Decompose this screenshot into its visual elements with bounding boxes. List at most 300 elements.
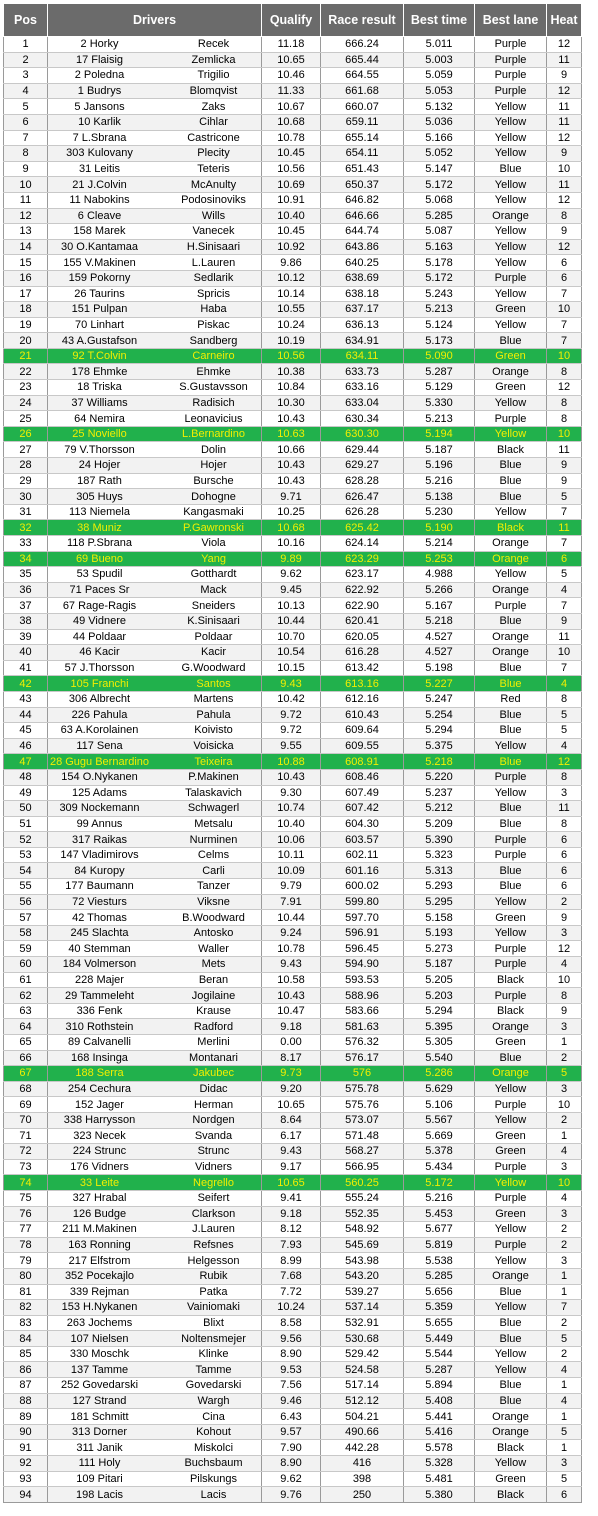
drivers-cell: [48, 894, 262, 910]
driver-one: 57 J.Thorsson: [64, 662, 135, 675]
drivers-cell: [48, 1331, 262, 1347]
driver-one: 2 Horky: [80, 38, 119, 51]
best-lane-cell: Blue: [475, 863, 547, 879]
heat-cell: 1: [547, 1128, 582, 1144]
best-lane-cell: Green: [475, 1035, 547, 1051]
heat-cell: 9: [547, 613, 582, 629]
race-result-cell: 630.34: [321, 411, 404, 427]
pos-cell: 69: [4, 1097, 48, 1113]
drivers-cell: [48, 130, 262, 146]
qualify-cell: 9.73: [262, 1066, 321, 1082]
drivers-cell: [48, 1128, 262, 1144]
best-lane-cell: Purple: [475, 37, 547, 53]
driver-two: Yang: [201, 552, 226, 565]
heat-cell: 8: [547, 364, 582, 380]
driver-two: Miskolci: [193, 1441, 234, 1454]
best-time-cell: 5.294: [404, 723, 475, 739]
table-row: [4, 691, 582, 707]
best-time-cell: 5.203: [404, 988, 475, 1004]
best-time-cell: 5.578: [404, 1440, 475, 1456]
table-row: [4, 473, 582, 489]
qualify-cell: 10.43: [262, 411, 321, 427]
table-row: [4, 380, 582, 396]
driver-one: 99 Annus: [76, 817, 123, 830]
driver-two: Radford: [193, 1020, 234, 1033]
driver-one: 187 Rath: [77, 474, 122, 487]
race-result-cell: 665.44: [321, 52, 404, 68]
qualify-cell: 10.40: [262, 208, 321, 224]
best-lane-cell: Orange: [475, 582, 547, 598]
driver-two: L.Lauren: [191, 256, 236, 269]
race-result-cell: 581.63: [321, 1019, 404, 1035]
qualify-cell: 10.56: [262, 161, 321, 177]
drivers-cell: [48, 645, 262, 661]
qualify-cell: 8.12: [262, 1222, 321, 1238]
pos-cell: 72: [4, 1144, 48, 1160]
drivers-cell: [48, 629, 262, 645]
driver-two: Clarkson: [191, 1207, 236, 1220]
race-result-cell: 651.43: [321, 161, 404, 177]
best-time-cell: 5.294: [404, 1003, 475, 1019]
best-time-cell: 5.163: [404, 239, 475, 255]
qualify-cell: 10.66: [262, 442, 321, 458]
driver-two: Beran: [198, 973, 229, 986]
heat-cell: 1: [547, 1440, 582, 1456]
driver-two: Refsnes: [193, 1239, 234, 1252]
qualify-cell: 10.13: [262, 598, 321, 614]
heat-cell: 6: [547, 832, 582, 848]
table-row: [4, 504, 582, 520]
race-result-cell: 600.02: [321, 879, 404, 895]
qualify-cell: 9.56: [262, 1331, 321, 1347]
pos-cell: 56: [4, 894, 48, 910]
driver-one: 228 Majer: [75, 973, 124, 986]
driver-two: Schwagerl: [187, 802, 240, 815]
heat-cell: 10: [547, 1175, 582, 1191]
driver-two: Seifert: [197, 1192, 230, 1205]
table-row: [4, 1300, 582, 1316]
table-row: [4, 1144, 582, 1160]
heat-cell: 11: [547, 442, 582, 458]
best-lane-cell: Blue: [475, 1284, 547, 1300]
driver-one: 10 Karlik: [78, 116, 121, 129]
race-result-cell: 624.14: [321, 536, 404, 552]
qualify-cell: 10.68: [262, 520, 321, 536]
best-lane-cell: Green: [475, 1128, 547, 1144]
race-result-cell: 555.24: [321, 1190, 404, 1206]
driver-two: Lacis: [200, 1488, 227, 1501]
heat-cell: 3: [547, 1206, 582, 1222]
best-time-cell: 5.053: [404, 83, 475, 99]
best-lane-cell: Yellow: [475, 567, 547, 583]
best-time-cell: 4.527: [404, 645, 475, 661]
heat-cell: 10: [547, 426, 582, 442]
table-row: [4, 707, 582, 723]
best-time-cell: 5.359: [404, 1300, 475, 1316]
drivers-cell: [48, 957, 262, 973]
table-row: [4, 37, 582, 53]
pos-cell: 37: [4, 598, 48, 614]
driver-two: Recek: [197, 38, 230, 51]
driver-two: Tamme: [195, 1363, 232, 1376]
header-qualify: Qualify: [262, 4, 321, 37]
best-lane-cell: Purple: [475, 598, 547, 614]
table-row: [4, 847, 582, 863]
table-row: [4, 317, 582, 333]
pos-cell: 26: [4, 426, 48, 442]
driver-one: 67 Rage-Ragis: [62, 599, 137, 612]
drivers-cell: [48, 83, 262, 99]
qualify-cell: 10.12: [262, 270, 321, 286]
table-row: [4, 816, 582, 832]
heat-cell: 5: [547, 723, 582, 739]
driver-two: S.Gustavsson: [179, 381, 248, 394]
table-row: [4, 567, 582, 583]
race-result-cell: 607.49: [321, 785, 404, 801]
best-lane-cell: Yellow: [475, 239, 547, 255]
heat-cell: 12: [547, 37, 582, 53]
race-result-cell: 539.27: [321, 1284, 404, 1300]
pos-cell: 11: [4, 192, 48, 208]
table-row: [4, 68, 582, 84]
drivers-cell: [48, 738, 262, 754]
driver-one: 153 H.Nykanen: [61, 1301, 138, 1314]
pos-cell: 35: [4, 567, 48, 583]
heat-cell: 12: [547, 192, 582, 208]
race-result-cell: 620.05: [321, 629, 404, 645]
drivers-cell: [48, 1300, 262, 1316]
best-time-cell: 5.158: [404, 910, 475, 926]
best-lane-cell: Yellow: [475, 224, 547, 240]
table-row: [4, 130, 582, 146]
header-drivers: Drivers: [48, 4, 262, 37]
heat-cell: 9: [547, 68, 582, 84]
table-row: [4, 879, 582, 895]
qualify-cell: 7.68: [262, 1268, 321, 1284]
pos-cell: 91: [4, 1440, 48, 1456]
best-time-cell: 5.196: [404, 458, 475, 474]
pos-cell: 42: [4, 676, 48, 692]
heat-cell: 5: [547, 1066, 582, 1082]
heat-cell: 4: [547, 1393, 582, 1409]
pos-cell: 25: [4, 411, 48, 427]
driver-two: Teteris: [197, 163, 230, 176]
table-row-highlighted: [4, 676, 582, 692]
qualify-cell: 10.42: [262, 691, 321, 707]
best-time-cell: 5.273: [404, 941, 475, 957]
race-result-cell: 566.95: [321, 1159, 404, 1175]
qualify-cell: 9.76: [262, 1487, 321, 1503]
results-body: [4, 37, 582, 1503]
race-result-cell: 609.55: [321, 738, 404, 754]
best-time-cell: 5.214: [404, 536, 475, 552]
driver-two: Antosko: [193, 927, 234, 940]
table-row: [4, 832, 582, 848]
race-result-cell: 545.69: [321, 1237, 404, 1253]
best-time-cell: 5.328: [404, 1456, 475, 1472]
driver-one: 127 Strand: [72, 1394, 127, 1407]
best-lane-cell: Blue: [475, 1331, 547, 1347]
race-result-cell: 532.91: [321, 1315, 404, 1331]
best-lane-cell: Blue: [475, 754, 547, 770]
best-lane-cell: Orange: [475, 1019, 547, 1035]
driver-one: 352 Pocekajlo: [64, 1270, 135, 1283]
best-lane-cell: Yellow: [475, 1112, 547, 1128]
best-time-cell: 5.218: [404, 613, 475, 629]
drivers-cell: [48, 286, 262, 302]
table-row: [4, 1206, 582, 1222]
best-time-cell: 5.287: [404, 364, 475, 380]
heat-cell: 11: [547, 801, 582, 817]
qualify-cell: 9.17: [262, 1159, 321, 1175]
drivers-cell: [48, 114, 262, 130]
race-result-cell: 650.37: [321, 177, 404, 193]
drivers-cell: [48, 551, 262, 567]
best-time-cell: 5.375: [404, 738, 475, 754]
heat-cell: 5: [547, 489, 582, 505]
heat-cell: 11: [547, 177, 582, 193]
drivers-cell: [48, 504, 262, 520]
race-result-cell: 596.45: [321, 941, 404, 957]
qualify-cell: 9.18: [262, 1019, 321, 1035]
drivers-cell: [48, 520, 262, 536]
heat-cell: 10: [547, 1097, 582, 1113]
driver-one: 338 Harrysson: [63, 1114, 136, 1127]
best-time-cell: 5.124: [404, 317, 475, 333]
drivers-cell: [48, 348, 262, 364]
driver-one: 70 Linhart: [75, 318, 124, 331]
heat-cell: 8: [547, 395, 582, 411]
race-result-cell: 636.13: [321, 317, 404, 333]
drivers-cell: [48, 1253, 262, 1269]
best-time-cell: 5.629: [404, 1081, 475, 1097]
pos-cell: 63: [4, 1003, 48, 1019]
table-row: [4, 1409, 582, 1425]
pos-cell: 60: [4, 957, 48, 973]
race-result-cell: 629.44: [321, 442, 404, 458]
driver-one: 306 Albrecht: [68, 693, 131, 706]
best-lane-cell: Blue: [475, 1315, 547, 1331]
table-row: [4, 1331, 582, 1347]
best-lane-cell: Orange: [475, 645, 547, 661]
pos-cell: 9: [4, 161, 48, 177]
driver-one: 226 Pahula: [71, 708, 128, 721]
best-time-cell: 5.172: [404, 270, 475, 286]
drivers-cell: [48, 239, 262, 255]
driver-one: 46 Kacir: [79, 646, 120, 659]
best-lane-cell: Black: [475, 520, 547, 536]
driver-one: 49 Vidnere: [72, 615, 126, 628]
driver-one: 107 Nielsen: [70, 1332, 129, 1345]
qualify-cell: 9.79: [262, 879, 321, 895]
driver-one: 305 Huys: [76, 490, 123, 503]
best-time-cell: 5.003: [404, 52, 475, 68]
qualify-cell: 10.43: [262, 458, 321, 474]
race-result-cell: 576.32: [321, 1035, 404, 1051]
heat-cell: 3: [547, 1159, 582, 1175]
table-row: [4, 333, 582, 349]
qualify-cell: 10.11: [262, 847, 321, 863]
heat-cell: 9: [547, 458, 582, 474]
best-lane-cell: Yellow: [475, 99, 547, 115]
qualify-cell: 7.90: [262, 1440, 321, 1456]
drivers-cell: [48, 1144, 262, 1160]
driver-one: 44 Poldaar: [72, 630, 127, 643]
heat-cell: 11: [547, 52, 582, 68]
driver-two: Dolin: [200, 443, 227, 456]
drivers-cell: [48, 1315, 262, 1331]
table-row: [4, 1393, 582, 1409]
pos-cell: 21: [4, 348, 48, 364]
heat-cell: 7: [547, 536, 582, 552]
driver-two: Zemlicka: [191, 53, 236, 66]
qualify-cell: 9.72: [262, 723, 321, 739]
heat-cell: 5: [547, 1331, 582, 1347]
driver-two: Spricis: [196, 287, 230, 300]
driver-two: Pahula: [196, 708, 231, 721]
table-row: [4, 1440, 582, 1456]
best-lane-cell: Yellow: [475, 317, 547, 333]
pos-cell: 68: [4, 1081, 48, 1097]
best-lane-cell: Green: [475, 910, 547, 926]
race-result-cell: 633.04: [321, 395, 404, 411]
header-race-result: Race result: [321, 4, 404, 37]
driver-two: Nordgen: [192, 1114, 235, 1127]
pos-cell: 59: [4, 941, 48, 957]
pos-cell: 23: [4, 380, 48, 396]
heat-cell: 9: [547, 146, 582, 162]
driver-two: Helgesson: [187, 1254, 240, 1267]
best-lane-cell: Orange: [475, 364, 547, 380]
table-row: [4, 1081, 582, 1097]
race-result-cell: 664.55: [321, 68, 404, 84]
drivers-cell: [48, 536, 262, 552]
best-time-cell: 5.011: [404, 37, 475, 53]
best-time-cell: 5.218: [404, 754, 475, 770]
pos-cell: 15: [4, 255, 48, 271]
drivers-cell: [48, 1081, 262, 1097]
best-time-cell: 5.227: [404, 676, 475, 692]
best-time-cell: 5.286: [404, 1066, 475, 1082]
best-lane-cell: Yellow: [475, 738, 547, 754]
best-lane-cell: Purple: [475, 270, 547, 286]
race-result-cell: 625.42: [321, 520, 404, 536]
drivers-cell: [48, 1206, 262, 1222]
race-result-cell: 607.42: [321, 801, 404, 817]
table-row: [4, 146, 582, 162]
drivers-cell: [48, 302, 262, 318]
heat-cell: 11: [547, 99, 582, 115]
qualify-cell: 9.55: [262, 738, 321, 754]
race-result-cell: 552.35: [321, 1206, 404, 1222]
driver-one: 327 Hrabal: [72, 1192, 127, 1205]
race-result-cell: 634.11: [321, 348, 404, 364]
best-time-cell: 5.212: [404, 801, 475, 817]
table-row: [4, 1315, 582, 1331]
table-row: [4, 925, 582, 941]
qualify-cell: 10.55: [262, 302, 321, 318]
race-result-cell: 623.29: [321, 551, 404, 567]
driver-one: 29 Tammeleht: [65, 989, 134, 1002]
best-lane-cell: Yellow: [475, 925, 547, 941]
qualify-cell: 10.09: [262, 863, 321, 879]
driver-two: Buchsbaum: [184, 1457, 243, 1470]
race-result-cell: 601.16: [321, 863, 404, 879]
heat-cell: 8: [547, 691, 582, 707]
heat-cell: 1: [547, 1268, 582, 1284]
pos-cell: 20: [4, 333, 48, 349]
table-row: [4, 1424, 582, 1440]
driver-two: Celms: [197, 849, 230, 862]
table-row: [4, 192, 582, 208]
best-lane-cell: Orange: [475, 629, 547, 645]
drivers-cell: [48, 1409, 262, 1425]
drivers-cell: [48, 910, 262, 926]
best-time-cell: 5.187: [404, 442, 475, 458]
best-lane-cell: Green: [475, 302, 547, 318]
driver-one: 217 Elfstrom: [68, 1254, 131, 1267]
pos-cell: 49: [4, 785, 48, 801]
best-lane-cell: Yellow: [475, 395, 547, 411]
heat-cell: 6: [547, 551, 582, 567]
table-row: [4, 801, 582, 817]
heat-cell: 12: [547, 83, 582, 99]
qualify-cell: 10.38: [262, 364, 321, 380]
heat-cell: 6: [547, 847, 582, 863]
heat-cell: 4: [547, 1190, 582, 1206]
table-row-highlighted: [4, 1066, 582, 1082]
best-lane-cell: Blue: [475, 161, 547, 177]
pos-cell: 1: [4, 37, 48, 53]
best-lane-cell: Yellow: [475, 504, 547, 520]
best-lane-cell: Yellow: [475, 1456, 547, 1472]
best-time-cell: 5.434: [404, 1159, 475, 1175]
drivers-cell: [48, 613, 262, 629]
drivers-cell: [48, 1112, 262, 1128]
table-row: [4, 723, 582, 739]
table-row: [4, 442, 582, 458]
best-lane-cell: Black: [475, 442, 547, 458]
qualify-cell: 8.64: [262, 1112, 321, 1128]
driver-two: B.Woodward: [182, 911, 245, 924]
heat-cell: 9: [547, 1003, 582, 1019]
driver-two: H.Sinisaari: [186, 241, 241, 254]
results-table-container: [3, 3, 582, 1503]
driver-one: 254 Cechura: [68, 1083, 131, 1096]
drivers-cell: [48, 1284, 262, 1300]
heat-cell: 3: [547, 1081, 582, 1097]
table-row: [4, 458, 582, 474]
driver-two: Svanda: [194, 1129, 233, 1142]
table-row: [4, 645, 582, 661]
best-time-cell: 5.194: [404, 426, 475, 442]
qualify-cell: 10.74: [262, 801, 321, 817]
table-row: [4, 582, 582, 598]
qualify-cell: 6.17: [262, 1128, 321, 1144]
best-time-cell: 5.378: [404, 1144, 475, 1160]
best-time-cell: 5.167: [404, 598, 475, 614]
best-time-cell: 5.068: [404, 192, 475, 208]
qualify-cell: 10.92: [262, 239, 321, 255]
pos-cell: 76: [4, 1206, 48, 1222]
table-row: [4, 1003, 582, 1019]
drivers-cell: [48, 380, 262, 396]
race-result-cell: 622.90: [321, 598, 404, 614]
race-result-cell: 666.24: [321, 37, 404, 53]
drivers-cell: [48, 52, 262, 68]
pos-cell: 85: [4, 1346, 48, 1362]
best-time-cell: 4.988: [404, 567, 475, 583]
